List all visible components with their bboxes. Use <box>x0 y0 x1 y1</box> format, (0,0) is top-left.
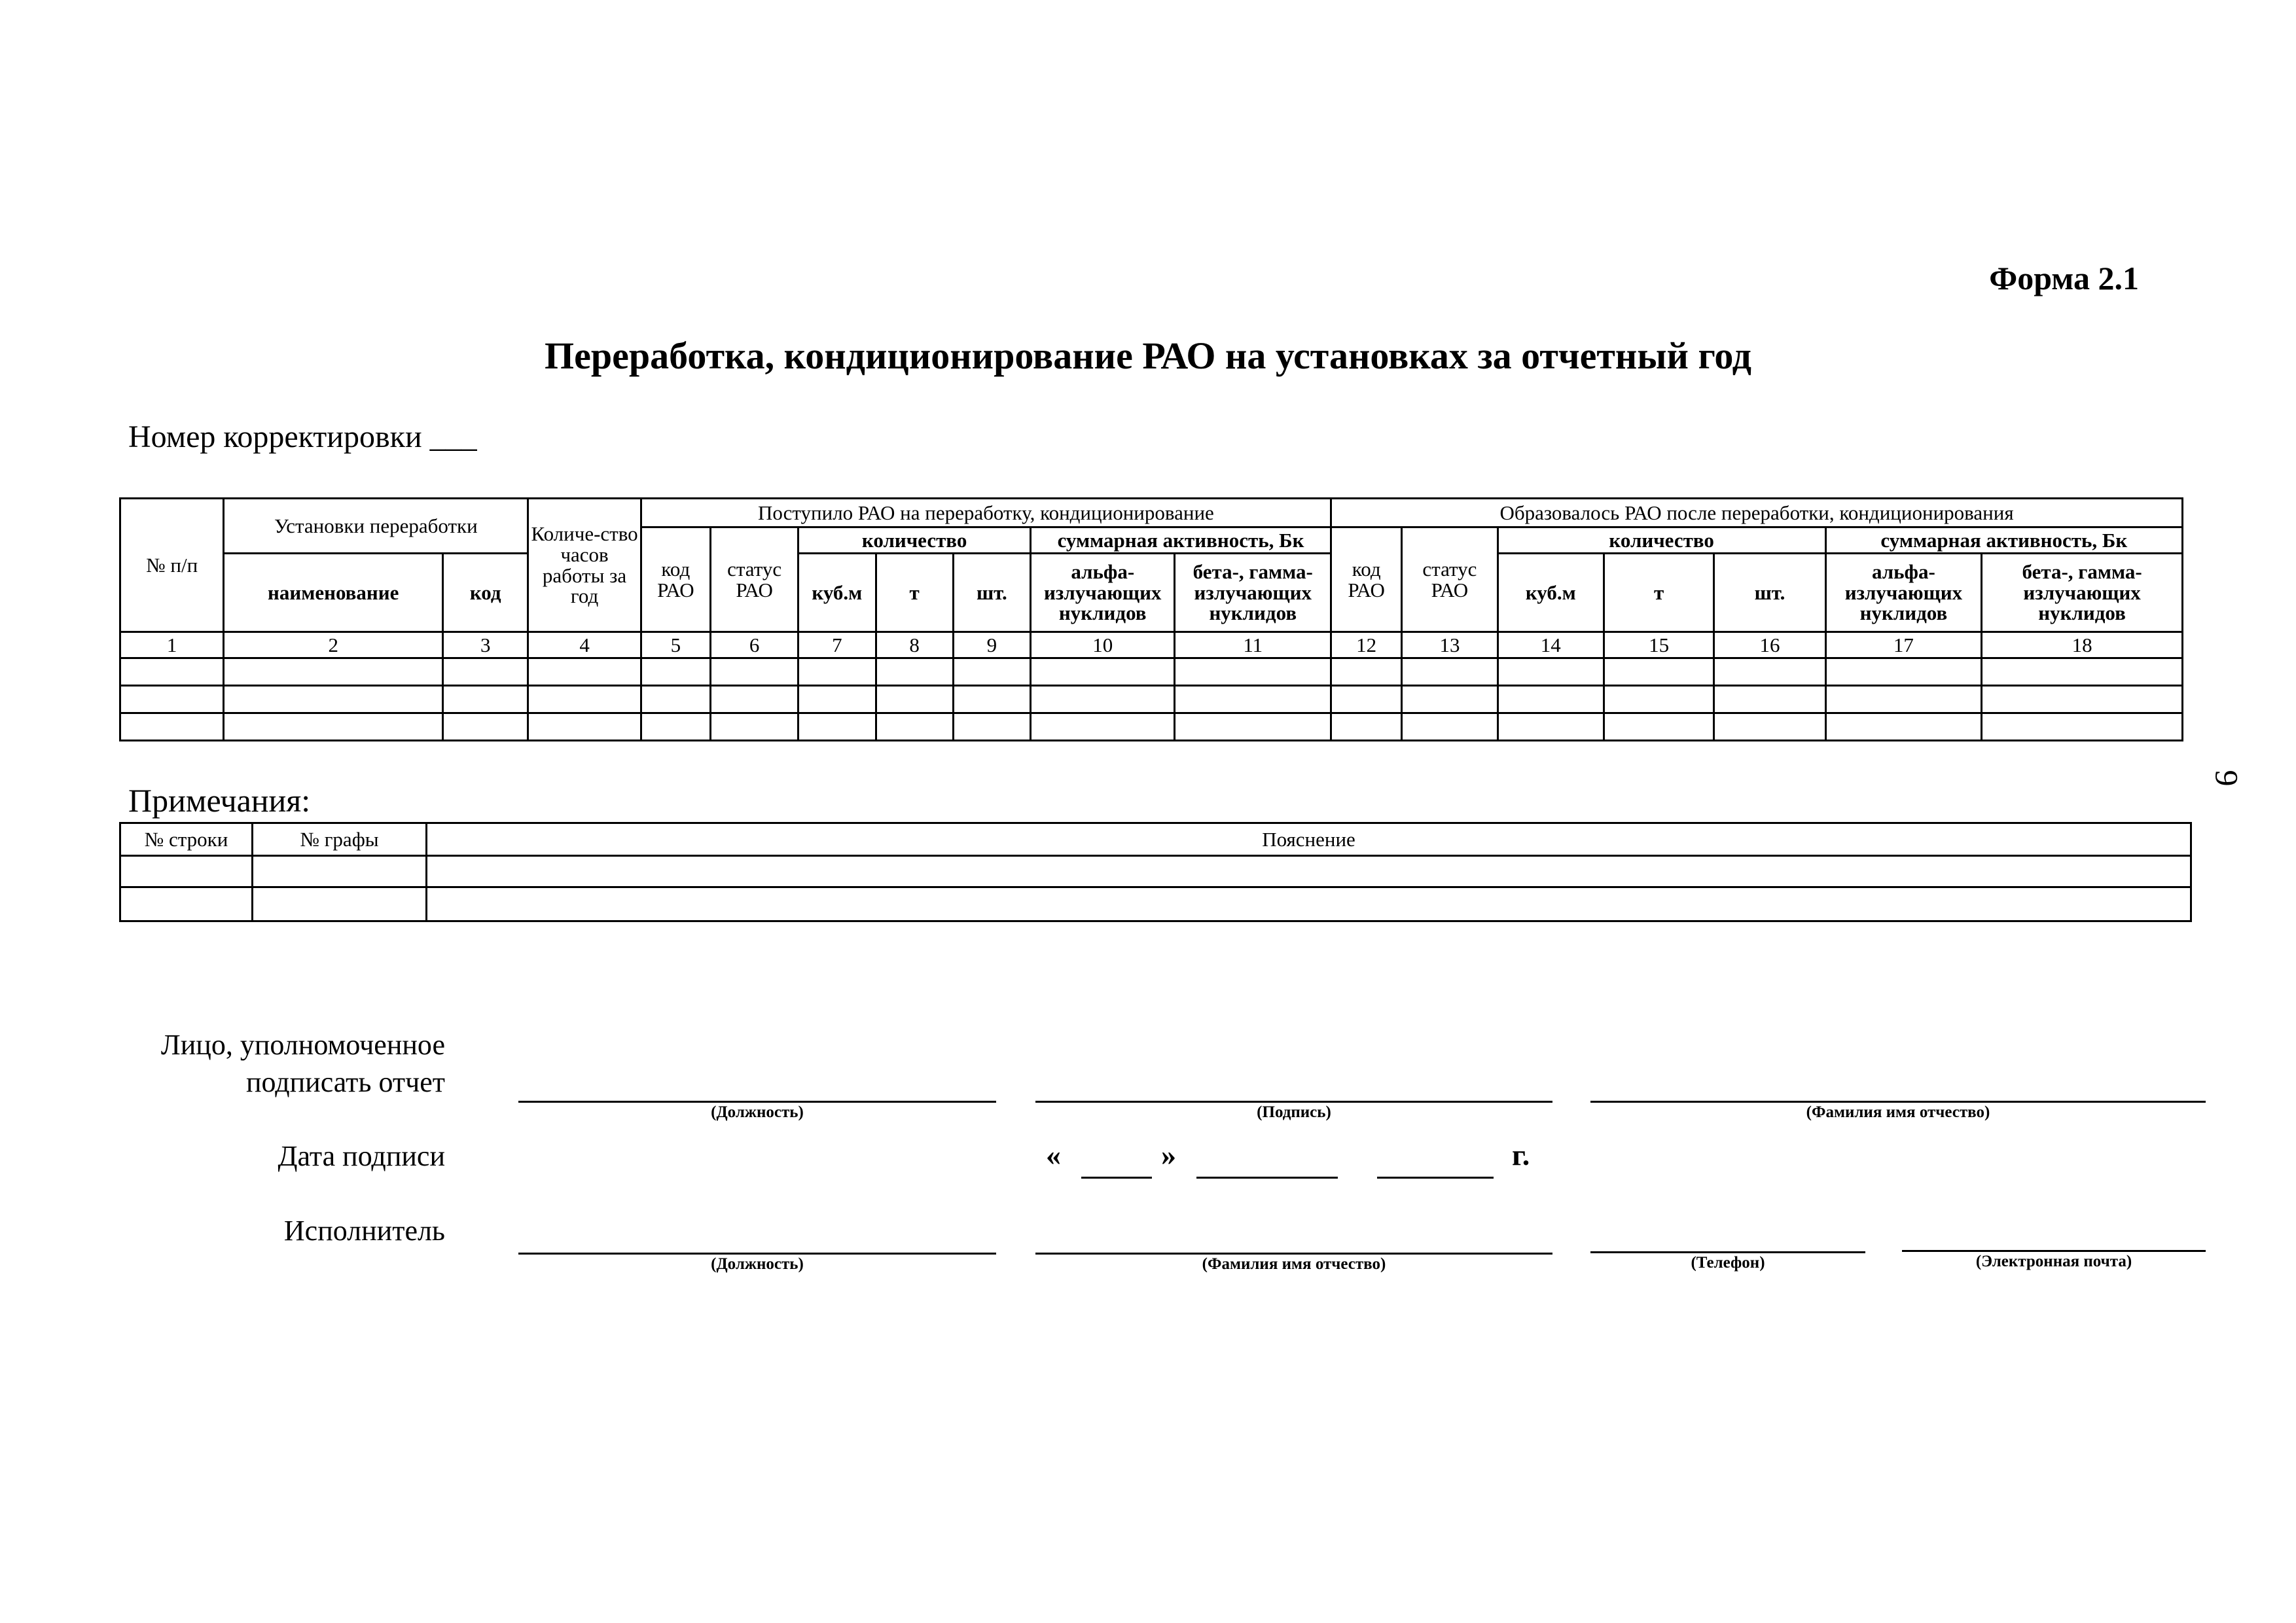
table-cell[interactable] <box>528 686 641 713</box>
header-formed-activity: суммарная активность, Бк <box>1825 527 2182 554</box>
table-cell[interactable] <box>1331 713 1402 741</box>
signature-line[interactable] <box>1035 1101 1552 1103</box>
authorized-person-label: Лицо, уполномоченное подписать отчет <box>160 1029 445 1099</box>
table-cell[interactable] <box>641 658 710 686</box>
header-formed-quantity: количество <box>1498 527 1825 554</box>
table-row <box>120 686 2183 713</box>
header-formed-pcs: шт. <box>1714 554 1825 632</box>
table-cell[interactable] <box>641 686 710 713</box>
executor-fio-line[interactable] <box>1035 1253 1552 1255</box>
correction-number-label: Номер корректировки ___ <box>128 419 477 454</box>
date-close-quote: » <box>1161 1138 1176 1171</box>
date-day-line[interactable] <box>1081 1177 1152 1179</box>
column-number: 18 <box>1982 632 2183 658</box>
header-received-rao-status: статус РАО <box>710 527 798 632</box>
header-received-m3: куб.м <box>798 554 876 632</box>
table-cell[interactable] <box>798 713 876 741</box>
position-signature-line[interactable] <box>518 1101 996 1103</box>
notes-cell[interactable] <box>120 887 253 921</box>
table-cell[interactable] <box>1825 686 1982 713</box>
table-cell[interactable] <box>224 658 443 686</box>
date-year-line[interactable] <box>1377 1177 1494 1179</box>
table-cell[interactable] <box>1175 658 1331 686</box>
notes-table <box>119 822 2192 922</box>
table-cell[interactable] <box>1604 658 1713 686</box>
phone-caption: (Телефон) <box>1691 1254 1765 1272</box>
table-cell[interactable] <box>120 686 224 713</box>
notes-cell[interactable] <box>253 856 427 887</box>
page-number: 9 <box>2208 770 2246 787</box>
table-cell[interactable] <box>443 713 528 741</box>
column-number: 16 <box>1714 632 1825 658</box>
table-cell[interactable] <box>1714 658 1825 686</box>
header-received-activity: суммарная активность, Бк <box>1031 527 1331 554</box>
header-received: Поступило РАО на переработку, кондиционирование <box>641 499 1331 527</box>
column-number: 7 <box>798 632 876 658</box>
executor-position-caption: (Должность) <box>711 1255 804 1273</box>
table-cell[interactable] <box>1331 686 1402 713</box>
column-numbers-row <box>120 632 2183 658</box>
header-formed-t: т <box>1604 554 1713 632</box>
table-cell[interactable] <box>798 686 876 713</box>
column-number: 2 <box>224 632 443 658</box>
header-formed-m3: куб.м <box>1498 554 1604 632</box>
column-number: 13 <box>1402 632 1498 658</box>
header-formed-rao-code: код РАО <box>1331 527 1402 632</box>
table-cell[interactable] <box>1402 713 1498 741</box>
date-month-line[interactable] <box>1196 1177 1338 1179</box>
rao-processing-table <box>119 497 2183 741</box>
table-cell[interactable] <box>710 658 798 686</box>
table-cell[interactable] <box>876 658 953 686</box>
table-cell[interactable] <box>876 686 953 713</box>
executor-label: Исполнитель <box>283 1215 445 1247</box>
table-cell[interactable] <box>953 713 1030 741</box>
header-hours: Количе-ство часов работы за год <box>528 499 641 632</box>
notes-row <box>120 856 2191 887</box>
table-cell[interactable] <box>641 713 710 741</box>
table-cell[interactable] <box>224 686 443 713</box>
position-caption: (Должность) <box>711 1103 804 1121</box>
header-formed-beta: бета-, гамма-излучающих нуклидов <box>1982 554 2183 632</box>
column-number: 8 <box>876 632 953 658</box>
header-formed-alpha: альфа-излучающих нуклидов <box>1825 554 1982 632</box>
table-cell[interactable] <box>1402 686 1498 713</box>
header-received-rao-code: код РАО <box>641 527 710 632</box>
notes-cell[interactable] <box>120 856 253 887</box>
column-number: 4 <box>528 632 641 658</box>
column-number: 11 <box>1175 632 1331 658</box>
table-cell[interactable] <box>1498 713 1604 741</box>
header-received-t: т <box>876 554 953 632</box>
table-cell[interactable] <box>1031 686 1175 713</box>
table-cell[interactable] <box>1498 686 1604 713</box>
header-formed-rao-status: статус РАО <box>1402 527 1498 632</box>
table-cell[interactable] <box>1604 686 1713 713</box>
fio-signature-line[interactable] <box>1590 1101 2206 1103</box>
header-row-number: № п/п <box>120 499 224 632</box>
table-cell[interactable] <box>1982 686 2183 713</box>
table-cell[interactable] <box>798 658 876 686</box>
table-cell[interactable] <box>1498 658 1604 686</box>
table-cell[interactable] <box>710 686 798 713</box>
header-installations: Установки переработки <box>224 499 528 554</box>
notes-row <box>120 887 2191 921</box>
notes-cell[interactable] <box>427 887 2191 921</box>
table-cell[interactable] <box>528 713 641 741</box>
table-cell[interactable] <box>1982 658 2183 686</box>
table-cell[interactable] <box>710 713 798 741</box>
page-title: Переработка, кондиционирование РАО на установках за отчетный год <box>544 334 1752 377</box>
column-number: 1 <box>120 632 224 658</box>
table-cell[interactable] <box>953 686 1030 713</box>
column-number: 5 <box>641 632 710 658</box>
column-number: 9 <box>953 632 1030 658</box>
table-cell[interactable] <box>1175 713 1331 741</box>
executor-fio-caption: (Фамилия имя отчество) <box>1202 1255 1386 1273</box>
header-received-beta: бета-, гамма-излучающих нуклидов <box>1175 554 1331 632</box>
table-cell[interactable] <box>1825 713 1982 741</box>
signature-caption: (Подпись) <box>1257 1103 1331 1121</box>
table-cell[interactable] <box>1825 658 1982 686</box>
table-cell[interactable] <box>876 713 953 741</box>
table-row <box>120 713 2183 741</box>
column-number: 10 <box>1031 632 1175 658</box>
table-cell[interactable] <box>224 713 443 741</box>
table-cell[interactable] <box>1604 713 1713 741</box>
header-formed: Образовалось РАО после переработки, кондиционирования <box>1331 499 2183 527</box>
date-open-quote: « <box>1046 1138 1061 1171</box>
notes-header-column-number: № графы <box>253 823 427 856</box>
column-number: 6 <box>710 632 798 658</box>
column-number: 15 <box>1604 632 1713 658</box>
notes-cell[interactable] <box>427 856 2191 887</box>
notes-header-row-number: № строки <box>120 823 253 856</box>
column-number: 3 <box>443 632 528 658</box>
table-row <box>120 658 2183 686</box>
executor-position-line[interactable] <box>518 1253 996 1255</box>
date-label: Дата подписи <box>278 1140 445 1172</box>
table-cell[interactable] <box>443 658 528 686</box>
table-cell[interactable] <box>120 713 224 741</box>
header-received-alpha: альфа-излучающих нуклидов <box>1031 554 1175 632</box>
table-cell[interactable] <box>1031 713 1175 741</box>
email-caption: (Электронная почта) <box>1975 1253 2132 1270</box>
table-cell[interactable] <box>953 658 1030 686</box>
executor-phone-line[interactable] <box>1590 1251 1865 1253</box>
table-cell[interactable] <box>120 658 224 686</box>
header-installation-code: код <box>443 554 528 632</box>
notes-header-explanation: Пояснение <box>427 823 2191 856</box>
fio-caption: (Фамилия имя отчество) <box>1806 1103 1990 1121</box>
year-suffix: г. <box>1512 1138 1530 1171</box>
column-number: 12 <box>1331 632 1402 658</box>
table-cell[interactable] <box>1714 686 1825 713</box>
header-installation-name: наименование <box>224 554 443 632</box>
header-received-pcs: шт. <box>953 554 1030 632</box>
table-cell[interactable] <box>1331 658 1402 686</box>
table-cell[interactable] <box>1714 713 1825 741</box>
table-cell[interactable] <box>528 658 641 686</box>
column-number: 14 <box>1498 632 1604 658</box>
table-cell[interactable] <box>1031 658 1175 686</box>
form-number: Форма 2.1 <box>1989 260 2139 296</box>
notes-cell[interactable] <box>253 887 427 921</box>
table-cell[interactable] <box>1982 713 2183 741</box>
notes-heading: Примечания: <box>128 782 311 819</box>
header-received-quantity: количество <box>798 527 1031 554</box>
column-number: 17 <box>1825 632 1982 658</box>
table-cell[interactable] <box>1402 658 1498 686</box>
table-cell[interactable] <box>1175 686 1331 713</box>
table-cell[interactable] <box>443 686 528 713</box>
executor-email-line[interactable] <box>1902 1250 2206 1252</box>
